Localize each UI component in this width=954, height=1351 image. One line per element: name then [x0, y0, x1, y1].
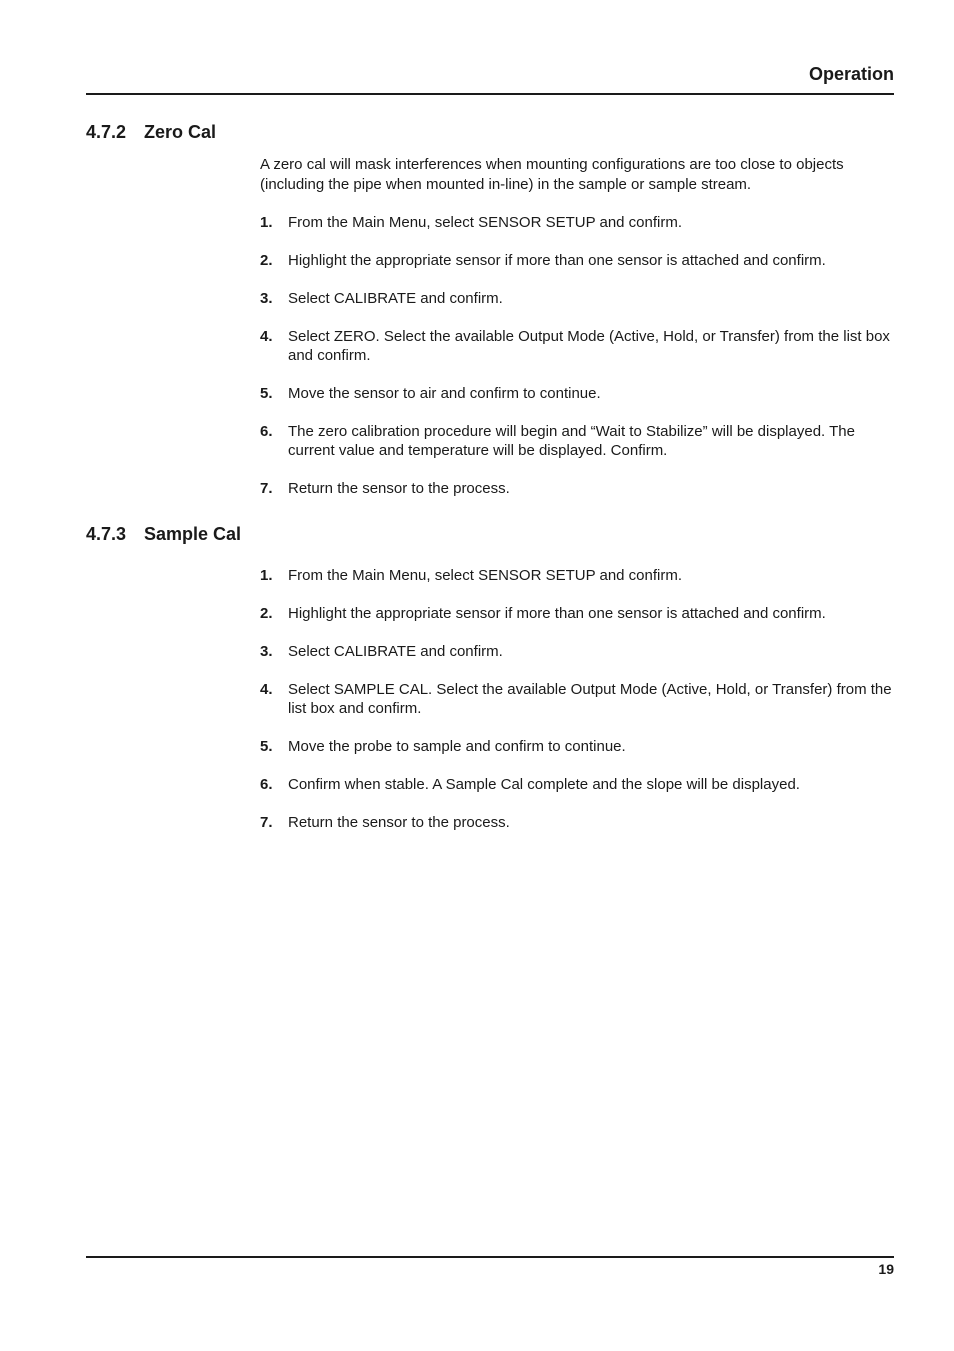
step-number: 5.: [260, 738, 273, 755]
step-text: The zero calibration procedure will begin and “Wait to Stabilize” will be displayed. The current value and temperature will be displayed. Confirm.: [288, 423, 855, 459]
list-item: [260, 813, 900, 832]
step-number: 6.: [260, 423, 273, 440]
list-item: [260, 213, 900, 232]
list-item: [260, 566, 900, 585]
step-number: 6.: [260, 776, 273, 793]
section-heading-sample-cal: [86, 523, 241, 545]
list-item: [260, 642, 900, 661]
list-item: [260, 737, 900, 756]
section-title: Sample Cal: [144, 524, 242, 544]
section-heading-zero-cal: [86, 121, 216, 143]
step-text: Select ZERO. Select the available Output Mode (Active, Hold, or Transfer) from the list box and confirm.: [288, 328, 890, 364]
section-number: 4.7.2: [86, 122, 127, 142]
step-text: Select CALIBRATE and confirm.: [288, 643, 503, 660]
list-item: [260, 327, 900, 365]
step-number: 2.: [260, 252, 273, 269]
step-number: 2.: [260, 605, 273, 622]
step-number: 3.: [260, 290, 273, 307]
step-text: Select SAMPLE CAL. Select the available Output Mode (Active, Hold, or Transfer) from the list box and confirm.: [288, 681, 892, 717]
zero-cal-steps: [260, 213, 900, 517]
list-item: [260, 680, 900, 718]
footer-rule: [86, 1256, 894, 1258]
section-title: Zero Cal: [144, 122, 217, 142]
list-item: [260, 604, 900, 623]
step-text: From the Main Menu, select SENSOR SETUP and confirm.: [288, 567, 683, 584]
step-number: 3.: [260, 643, 273, 660]
running-header: Operation: [808, 64, 894, 84]
step-number: 7.: [260, 814, 273, 831]
step-number: 4.: [260, 681, 273, 698]
list-item: [260, 384, 900, 403]
step-text: Highlight the appropriate sensor if more than one sensor is attached and confirm.: [288, 252, 826, 269]
step-text: Confirm when stable. A Sample Cal complete and the slope will be displayed.: [288, 776, 800, 793]
step-number: 1.: [260, 214, 273, 231]
zero-cal-intro: A zero cal will mask interferences when mounting configurations are too close to objects (including the pipe when mounted in-line) in the sample or sample stream.: [260, 156, 844, 193]
step-text: Return the sensor to the process.: [288, 814, 510, 831]
section-number: 4.7.3: [86, 524, 127, 544]
sample-cal-steps: [260, 566, 900, 851]
list-item: [260, 251, 900, 270]
step-text: From the Main Menu, select SENSOR SETUP and confirm.: [288, 214, 683, 231]
step-text: Return the sensor to the process.: [288, 480, 510, 497]
list-item: [260, 775, 900, 794]
header-rule: [86, 93, 894, 95]
list-item: [260, 289, 900, 308]
step-text: Move the probe to sample and confirm to continue.: [288, 738, 626, 755]
list-item: [260, 479, 900, 498]
step-number: 7.: [260, 480, 273, 497]
page-number: 19: [878, 1261, 894, 1277]
step-text: Highlight the appropriate sensor if more than one sensor is attached and confirm.: [288, 605, 826, 622]
step-number: 5.: [260, 385, 273, 402]
step-text: Move the sensor to air and confirm to continue.: [288, 385, 601, 402]
list-item: [260, 422, 900, 460]
step-number: 1.: [260, 567, 273, 584]
step-number: 4.: [260, 328, 273, 345]
step-text: Select CALIBRATE and confirm.: [288, 290, 503, 307]
